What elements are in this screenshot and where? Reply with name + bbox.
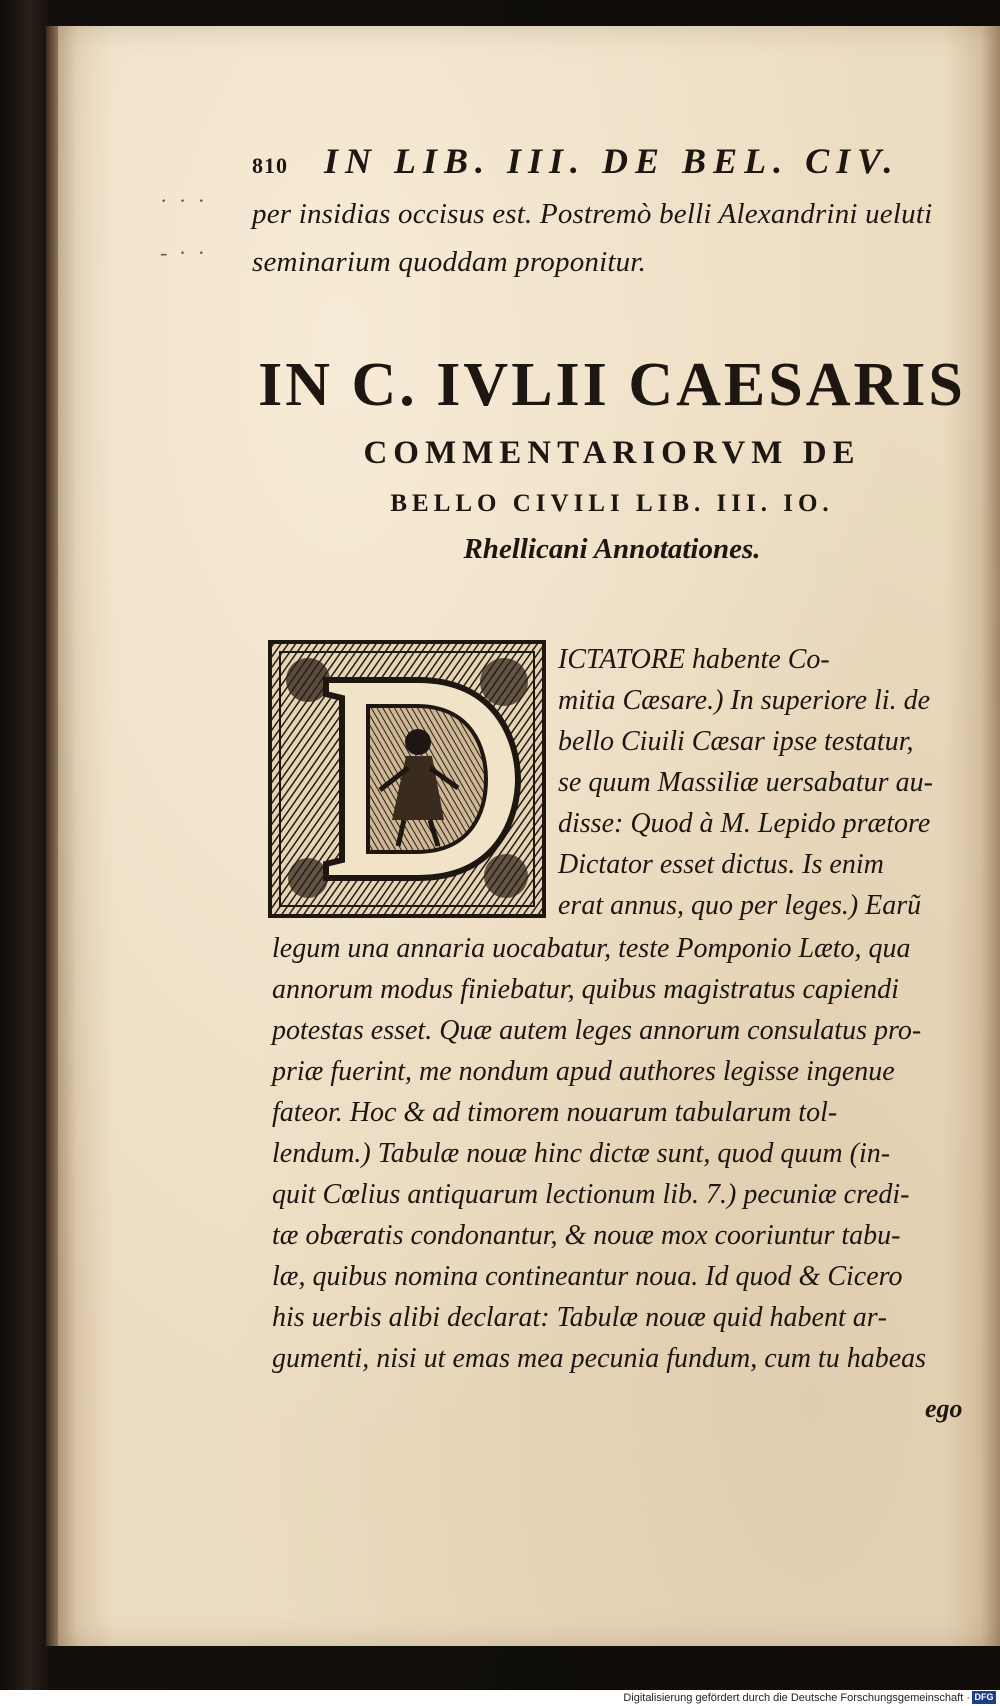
carry-over-line: seminarium quoddam proponitur.	[252, 246, 647, 278]
body-line: lendum.) Tabulæ nouæ hinc dictæ sunt, quod quum (in‑	[272, 1138, 891, 1169]
margin-mark: · · ·	[160, 188, 208, 213]
footer-credit: Digitalisierung gefördert durch die Deutsche Forschungsgemeinschaft ·	[623, 1692, 970, 1704]
decorated-initial	[268, 640, 546, 918]
woodcut-initial-icon	[268, 640, 546, 918]
carry-over-line: per insidias occisus est. Postremò belli Alexandrini ueluti	[252, 198, 933, 230]
body-line: tæ obæratis condonantur, & nouæ mox cooriuntur tabu‑	[272, 1220, 901, 1251]
margin-mark: ‐ · ·	[160, 240, 208, 265]
body-line: se quum Massiliæ uersabatur au‑	[558, 767, 933, 798]
body-line: quit Cœlius antiquarum lectionum lib. 7.) pecuniæ credi‑	[272, 1179, 910, 1210]
body-line: priæ fuerint, me nondum apud authores legisse ingenue	[272, 1056, 895, 1087]
running-head	[252, 140, 942, 182]
body-line: fateor. Hoc & ad timorem nouarum tabularum tol‑	[272, 1097, 838, 1128]
body-line: læ, quibus nomina contineantur noua. Id quod & Cicero	[272, 1261, 903, 1292]
page-number: 810	[252, 153, 288, 178]
chapter-subtitle: COMMENTARIORVM DE	[363, 435, 861, 471]
running-head-text: IN LIB. III. DE BEL. CIV.	[324, 141, 900, 181]
body-line: Dictator esset dictus. Is enim	[558, 849, 884, 880]
body-line: legum una annaria uocabatur, teste Pomponio Læto, qua	[272, 933, 911, 964]
dfg-logo-icon: DFG	[972, 1691, 996, 1704]
body-line: ICTATORE habente Co‑	[558, 644, 830, 675]
body-line: potestas esset. Quæ autem leges annorum consulatus pro‑	[272, 1015, 922, 1046]
catchword: ego	[925, 1394, 963, 1423]
body-line: erat annus, quo per leges.) Earũ	[558, 890, 922, 921]
chapter-subtitle-line: BELLO CIVILI LIB. III. IO.	[390, 490, 834, 517]
body-line: mitia Cæsare.) In superiore li. de	[558, 685, 931, 716]
chapter-author-line: Rhellicani Annotationes.	[463, 533, 761, 565]
body-line: annorum modus finiebatur, quibus magistratus capiendi	[272, 974, 899, 1005]
chapter-title: IN C. IVLII CAESARIS	[258, 351, 966, 419]
book-edge	[46, 26, 58, 1646]
body-line: gumenti, nisi ut emas mea pecunia fundum, cum tu habeas	[272, 1343, 927, 1374]
body-line: his uerbis alibi declarat: Tabulæ nouæ quid habent ar‑	[272, 1302, 887, 1333]
body-line: bello Ciuili Cæsar ipse testatur,	[558, 726, 914, 757]
body-line: disse: Quod à M. Lepido prætore	[558, 808, 931, 839]
